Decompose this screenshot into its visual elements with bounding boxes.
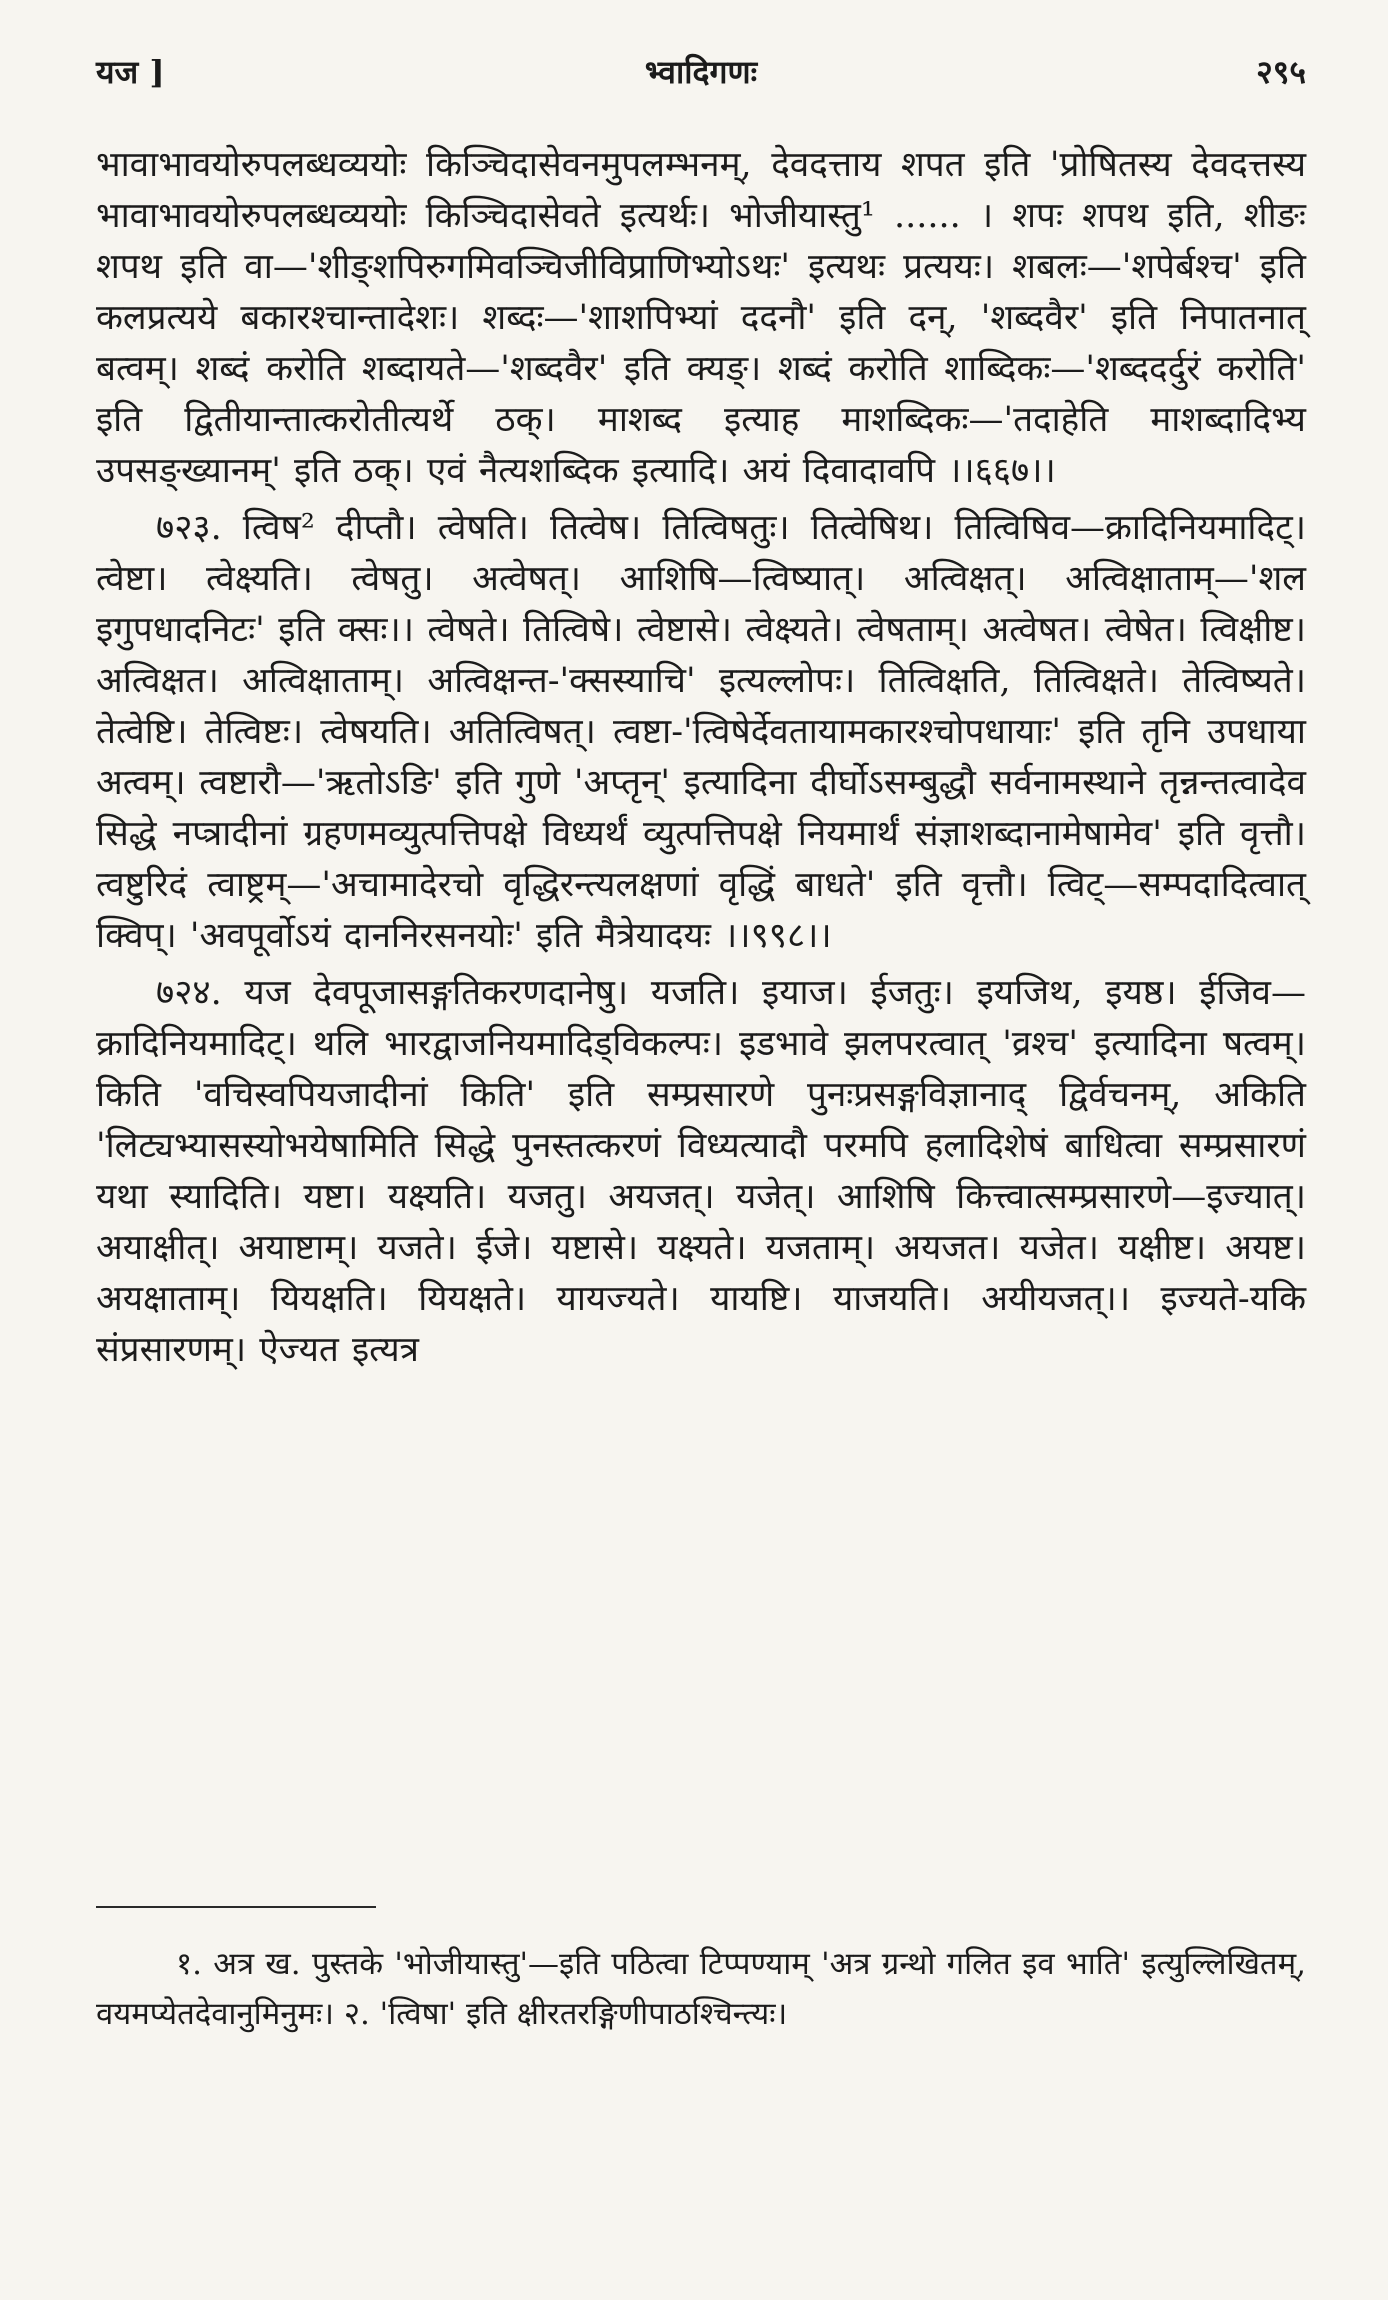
page-number: २९५ — [1256, 53, 1306, 91]
paragraph-continuation: भावाभावयोरुपलब्धव्ययोः किञ्चिदासेवनमुपलम्भनम्, देवदत्ताय शपत इति 'प्रोषितस्य देवदत्तस्य भावाभावयोरुपलब्धव्ययोः किञ्चिदासेवते इत्यर्थः। भोजीयास्तु¹ ...... । शपः शपथ इति, शीङः शपथ इति वा—'शीङ्शपिरुगमिवञ्चिजीविप्राणिभ्योऽथः' इत्यथः प्रत्ययः। शबलः—'शपेर्बश्च' इति कलप्रत्यये बकारश्चान्तादेशः। शब्दः—'शाशपिभ्यां ददनौ' इति दन्, 'शब्दवैर' इति निपातनात् बत्वम्। शब्दं करोति शब्दायते—'शब्दवैर' इति क्यङ्। शब्दं करोति शाब्दिकः—'शब्ददर्दुरं करोति' इति द्वितीयान्तात्करोतीत्यर्थे ठक्। माशब्द इत्याह माशब्दिकः—'तदाहेति माशब्दादिभ्य उपसङ्ख्यानम्' इति ठक्। एवं नैत्यशब्दिक इत्यादि। अयं दिवादावपि ।।६६७।। — [96, 145, 1306, 491]
running-header — [96, 50, 1306, 110]
footnote-text: १. अत्र ख. पुस्तके 'भोजीयास्तु'—इति पठित्वा टिप्पण्याम् 'अत्र ग्रन्थो गलित इव भाति' इत्युल्लिखितम्, वयमप्येतदेवानुमिनुमः। २. 'त्विषा' इति क्षीरतरङ्गिणीपाठश्चिन्त्यः। — [96, 1946, 1306, 2032]
header-section-title: भ्वादिगणः — [644, 53, 758, 91]
header-root-label: यज ] — [96, 53, 165, 91]
main-text — [96, 140, 1306, 1382]
paragraph-entry-723: ७२३. त्विष² दीप्तौ। त्वेषति। तित्वेष। तित्विषतुः। तित्वेषिथ। तित्विषिव—क्रादिनियमादिट्। त्वेष्टा। त्वेक्ष्यति। त्वेषतु। अत्वेषत्। आशिषि—त्विष्यात्। अत्विक्षत्। अत्विक्षाताम्—'शल इगुपधादनिटः' इति क्सः।। त्वेषते। तित्विषे। त्वेष्टासे। त्वेक्ष्यते। त्वेषताम्। अत्वेषत। त्वेषेत। त्विक्षीष्ट। अत्विक्षत। अत्विक्षाताम्। अत्विक्षन्त-'क्सस्याचि' इत्यल्लोपः। तित्विक्षति, तित्विक्षते। तेत्विष्यते। तेत्वेष्टि। तेत्विष्टः। त्वेषयति। अतित्विषत्। त्वष्टा-'त्विषेर्देवतायामकारश्चोपधायाः' इति तृनि उपधाया अत्वम्। त्वष्टारौ—'ऋतोऽङि' इति गुणे 'अप्तृन्' इत्यादिना दीर्घोऽसम्बुद्धौ सर्वनामस्थाने तृन्नन्तत्वादेव सिद्धे नप्त्रादीनां ग्रहणमव्युत्पत्तिपक्षे विध्यर्थं व्युत्पत्तिपक्षे नियमार्थं संज्ञाशब्दानामेषामेव' इति वृत्तौ। त्वष्टुरिदं त्वाष्ट्रम्—'अचामादेरचो वृद्धिरन्त्यलक्षणां वृद्धिं बाधते' इति वृत्तौ। त्विट्—सम्पदादित्वात् क्विप्। 'अवपूर्वोऽयं दाननिरसनयोः' इति मैत्रेयादयः ।।९९८।। — [96, 508, 1306, 956]
footnote-divider — [96, 1906, 376, 1908]
footnotes — [96, 1906, 1306, 2070]
paragraph-entry-724: ७२४. यज देवपूजासङ्गतिकरणदानेषु। यजति। इयाज। ईजतुः। इयजिथ, इयष्ठ। ईजिव—क्रादिनियमादिट्। थलि भारद्वाजनियमादिड्विकल्पः। इडभावे झलपरत्वात् 'व्रश्च' इत्यादिना षत्वम्। किति 'वचिस्वपियजादीनां किति' इति सम्प्रसारणे पुनःप्रसङ्गविज्ञानाद् द्विर्वचनम्, अकिति 'लिट्यभ्यासस्योभयेषामिति सिद्धे पुनस्तत्करणं विध्यत्यादौ परमपि हलादिशेषं बाधित्वा सम्प्रसारणं यथा स्यादिति। यष्टा। यक्ष्यति। यजतु। अयजत्। यजेत्। आशिषि कित्त्वात्सम्प्रसारणे—इज्यात्। अयाक्षीत्। अयाष्टाम्। यजते। ईजे। यष्टासे। यक्ष्यते। यजताम्। अयजत। यजेत। यक्षीष्ट। अयष्ट। अयक्षाताम्। यियक्षति। यियक्षते। यायज्यते। यायष्टि। याजयति। अयीयजत्।। इज्यते-यकि संप्रसारणम्। ऐज्यत इत्यत्र — [96, 973, 1306, 1370]
